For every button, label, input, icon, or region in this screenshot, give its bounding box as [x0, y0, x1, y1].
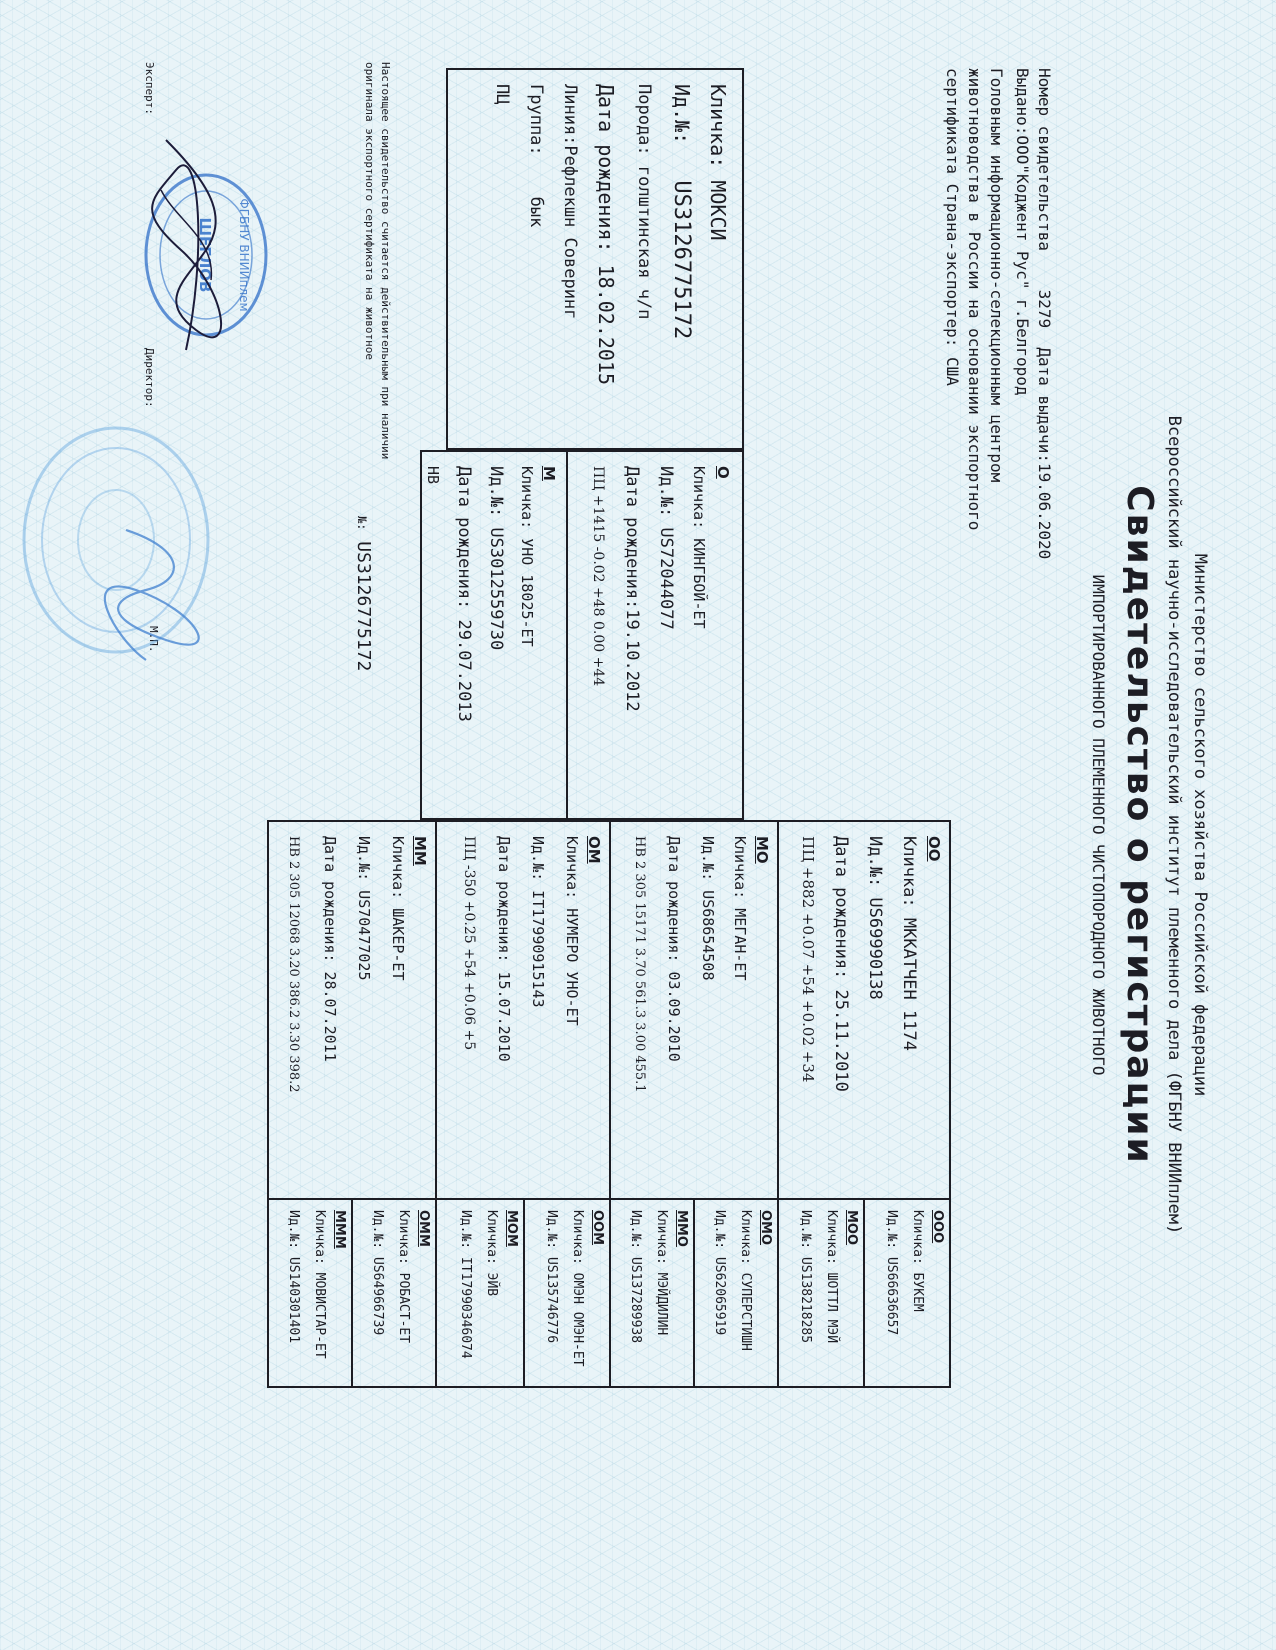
great-grandparent-omo-code: ОМО	[758, 1210, 773, 1246]
great-grandparent-ooo-id: Ид.№: US66636657	[884, 1210, 899, 1336]
grandparent-om-code: ОМ	[585, 836, 603, 864]
great-grandparent-ooo-box	[863, 1198, 951, 1388]
great-grandparent-mmm-box	[267, 1198, 353, 1388]
great-grandparent-omo-name: Кличка: СУПЕРСТИШН	[738, 1210, 753, 1351]
great-grandparent-oom-code: ООМ	[590, 1210, 605, 1246]
document-title: Свидетельство о регистрации	[1119, 485, 1160, 1165]
mother-id: Ид.№: US3012559730	[486, 466, 506, 651]
great-grandparent-mom-name: Кличка: ЭЙВ	[484, 1210, 499, 1297]
mother-code: М	[540, 466, 558, 481]
great-grandparent-mom-code: МОМ	[504, 1210, 519, 1247]
great-grandparent-oom-id: Ид.№: US135746776	[544, 1210, 559, 1344]
father-name: Кличка: КИНГБОЙ-ЕТ	[690, 466, 708, 629]
great-grandparent-ooo-name: Кличка: БУКЕМ	[910, 1210, 925, 1312]
father-box	[566, 450, 744, 820]
great-grandparent-mmm-code: МММ	[332, 1210, 347, 1249]
great-grandparent-omo-id: Ид.№: US62065919	[712, 1210, 727, 1336]
mother-box	[420, 450, 568, 820]
animal-group: бык	[526, 196, 546, 228]
document-subtitle: ИМПОРТИРОВАННОГО ПЛЕМЕННОГО ЧИСТОПОРОДНОГО ЖИВОТНОГО	[1089, 574, 1108, 1076]
grandparent-mo-id: Ид.№: US68654508	[699, 836, 717, 981]
center-line-1: Головным информационно-селекционным центром	[987, 68, 1006, 483]
father-birth-date: Дата рождения:19.10.2012	[622, 466, 642, 712]
great-grandparent-mom-box	[435, 1198, 525, 1388]
grandparent-mo-extra: НВ 2 305 15171 3.70 561.3 3.00 455.1	[632, 836, 647, 1093]
animal-box	[446, 68, 744, 450]
grandparent-mo-code: МО	[753, 836, 771, 864]
center-line-2: животноводства в России на основании экспортного	[965, 68, 984, 531]
great-grandparent-mom-id: Ид.№: IT17990346074	[458, 1210, 473, 1359]
director-label: Директор:	[143, 348, 156, 408]
great-grandparent-mmo-code: ММО	[674, 1210, 689, 1247]
footer-certificate-number	[353, 516, 374, 671]
great-grandparent-omm-id: Ид.№: US64966739	[370, 1210, 385, 1336]
grandparent-mo-name: Кличка: МЕГАН-ЕТ	[731, 836, 749, 981]
great-grandparent-omo-box	[693, 1198, 779, 1388]
issue-date-label: Дата выдачи:	[1035, 347, 1054, 463]
great-grandparent-moo-name: Кличка: ШОТТЛ МЭЙ	[824, 1210, 839, 1344]
grandparent-om-box	[435, 820, 611, 1200]
mother-birth-date: Дата рождения: 29.07.2013	[454, 466, 474, 722]
validity-line-2: оригинала экспортного сертификата на животное	[363, 62, 376, 361]
grandparent-oo-id: Ид.№: US69990138	[865, 836, 885, 1000]
great-grandparent-mmo-box	[609, 1198, 695, 1388]
grandparent-oo-box	[777, 820, 951, 1200]
ministry-heading: Министерство сельского хозяйства Российской федерации	[1190, 553, 1210, 1097]
mp-label: М.П.	[147, 626, 160, 653]
grandparent-mm-id: Ид.№: US70477025	[355, 836, 373, 981]
grandparent-om-name: Кличка: НУМЕРО УНО-ЕТ	[563, 836, 581, 1026]
animal-breed: Порода: голштинская ч/п	[634, 84, 654, 320]
grandparent-oo-birth-date: Дата рождения: 25.11.2010	[831, 836, 851, 1092]
grandparent-oo-extra: ПЦ +882 +0.07 +54 +0.02 +34	[799, 836, 817, 1083]
animal-pc: ПЦ	[492, 84, 512, 105]
father-pc: ПЦ +1415 -0.02 +48 0.00 +44	[590, 466, 606, 687]
great-grandparent-moo-box	[777, 1198, 865, 1388]
validity-line-1: Настоящее свидетельство считается действительным при наличии	[379, 62, 392, 460]
certificate-number-label: Номер свидетельства	[1035, 68, 1054, 252]
grandparent-mm-birth-date: Дата рождения: 28.07.2011	[321, 836, 339, 1062]
expert-label: Эксперт:	[143, 62, 156, 115]
great-grandparent-moo-code: МОО	[844, 1210, 859, 1246]
certificate-number-line	[1035, 68, 1054, 559]
grandparent-mm-code: ММ	[411, 836, 429, 866]
issued-to: Выдано:ООО"Коджент Рус" г.Белгород	[1013, 68, 1032, 396]
animal-id-label: Ид.№:	[670, 84, 694, 145]
issue-date: 19.06.2020	[1035, 462, 1054, 560]
father-id: Ид.№: US72044077	[656, 466, 676, 630]
animal-birth-date: Дата рождения: 18.02.2015	[594, 84, 618, 386]
animal-group-line	[526, 84, 546, 227]
great-grandparent-mmm-name: Кличка: МОВИСТАР-ЕТ	[312, 1210, 327, 1359]
grandparent-mo-birth-date: Дата рождения: 03.09.2010	[665, 836, 683, 1062]
grandparent-om-id: Ид.№: IT17990915143	[529, 836, 547, 1008]
footer-cert-no: US3126775172	[353, 541, 374, 672]
institute-heading: Всероссийский научно-исследовательский институт племенного дела (ФГБНУ ВНИИплем)	[1164, 415, 1184, 1235]
grandparent-oo-code: ОО	[925, 836, 943, 862]
grandparent-mm-name: Кличка: ШАКЕР-ЕТ	[389, 836, 407, 981]
grandparent-om-extra: ПЦ -350 +0.25 +54 +0.06 +5	[461, 836, 477, 1051]
grandparent-mm-extra: НВ 2 305 12068 3.20 386.2 3.30 398.2	[286, 836, 301, 1093]
great-grandparent-omm-code: ОММ	[416, 1210, 431, 1247]
grandparent-mm-box	[267, 820, 437, 1200]
great-grandparent-ooo-code: ООО	[930, 1210, 945, 1244]
animal-id-line	[669, 84, 694, 339]
great-grandparent-mmo-id: Ид.№: US137289938	[628, 1210, 643, 1344]
grandparent-om-birth-date: Дата рождения: 15.07.2010	[495, 836, 513, 1062]
animal-line: Линия:Рефлекшн Соверинг	[560, 84, 580, 320]
great-grandparent-mmo-name: Кличка: МЭЙДИЛИН	[654, 1210, 669, 1336]
animal-group-label: Группа:	[526, 84, 546, 156]
expert-signature-icon	[146, 130, 236, 360]
mother-name: Кличка: УНО 18025-ЕТ	[518, 466, 536, 647]
footer-cert-no-label: №:	[355, 516, 369, 531]
great-grandparent-oom-name: Кличка: ОМЭН ОМЭН-ЕТ	[570, 1210, 585, 1367]
great-grandparent-moo-id: Ид.№: US138218285	[798, 1210, 813, 1344]
great-grandparent-mmm-id: Ид.№: US140301401	[286, 1210, 301, 1344]
great-grandparent-omm-name: Кличка: РОБАСТ-ЕТ	[396, 1210, 411, 1344]
father-code: О	[714, 466, 732, 479]
stamp-name: ШЕГЛОВ	[196, 217, 214, 293]
great-grandparent-omm-box	[351, 1198, 437, 1388]
animal-name: Кличка: МОКСИ	[706, 84, 730, 241]
grandparent-oo-name: Кличка: МККАТЧЕН 1174	[899, 836, 919, 1051]
grandparent-mo-box	[609, 820, 779, 1200]
center-line-3: сертификата Страна-экспортер: США	[943, 68, 962, 386]
great-grandparent-oom-box	[523, 1198, 611, 1388]
animal-id: US3126775172	[669, 180, 694, 340]
director-signature-icon	[96, 520, 206, 670]
stamp-text: ФГБНУ ВНИИплем	[237, 198, 251, 312]
certificate-number: 3279	[1035, 289, 1054, 329]
mother-hb: НВ	[424, 466, 442, 485]
